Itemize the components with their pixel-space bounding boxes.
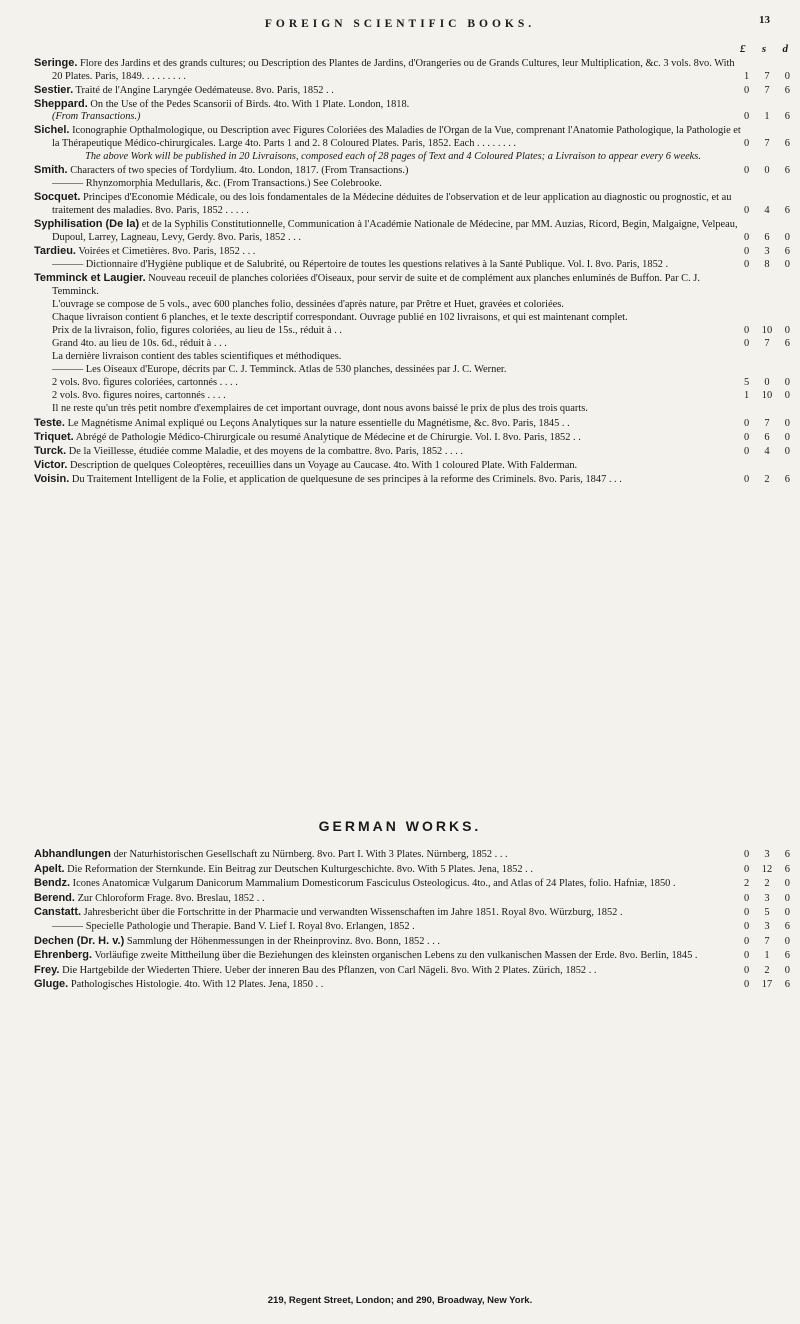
catalogue-entry bbox=[34, 57, 790, 83]
entry-price bbox=[744, 71, 790, 84]
catalogue-entry bbox=[34, 97, 790, 124]
price-s: 7 bbox=[764, 138, 770, 150]
catalogue-entry bbox=[34, 920, 790, 934]
price-s: 17 bbox=[761, 979, 773, 991]
entry-price bbox=[744, 849, 790, 862]
catalogue-entry bbox=[34, 83, 790, 98]
catalogue-entry bbox=[34, 299, 752, 312]
price-d: 6 bbox=[784, 111, 790, 123]
entry-text: De la Vieillesse, étudiée comme Maladie, et des moyens de la combattre. 8vo. Paris, 1852 . . . . bbox=[66, 445, 464, 457]
entry-price bbox=[744, 205, 790, 218]
catalogue-entry bbox=[34, 124, 790, 150]
catalogue-entry bbox=[34, 218, 790, 244]
entry-note: The above Work will be published in 20 Livraisons, composed each of 28 pages of Text and 4 Coloured Plates; a Livraison to appear every 6 weeks. bbox=[85, 151, 701, 163]
catalogue-entry bbox=[34, 444, 790, 459]
entry-price bbox=[744, 446, 790, 459]
entry-price bbox=[744, 338, 790, 351]
price-s: 7 bbox=[764, 417, 770, 429]
price-s: 7 bbox=[764, 84, 770, 96]
entry-text: Principes d'Economie Médicale, ou des lois fondamentales de la Médecine déduites de l'observation et de leur application au diagnostic ou prognostic, et au traitement des maladies. 8vo. Paris, 1852 . . . . . bbox=[52, 192, 732, 217]
entry-price bbox=[744, 878, 790, 891]
price-s: 7 bbox=[764, 70, 770, 82]
catalogue-entry bbox=[34, 178, 752, 191]
author-name: Tardieu. bbox=[34, 244, 76, 257]
author-name: Sheppard. bbox=[34, 97, 88, 110]
price-s: 12 bbox=[761, 863, 773, 875]
author-name: Dechen (Dr. H. v.) bbox=[34, 934, 125, 947]
price-s: 3 bbox=[764, 245, 770, 257]
price-s: 1 bbox=[764, 950, 770, 962]
price-s: 8 bbox=[764, 258, 770, 270]
catalogue-entry bbox=[34, 403, 752, 416]
price-l: 0 bbox=[744, 417, 750, 429]
entry-text: Characters of two species of Tordylium. 4to. London, 1817. (From Transactions.) bbox=[67, 165, 409, 177]
author-name: Voisin. bbox=[34, 472, 70, 485]
price-d: 0 bbox=[784, 258, 790, 270]
catalogue-entry bbox=[34, 377, 790, 390]
price-d: 0 bbox=[784, 878, 790, 890]
catalogue-entry bbox=[34, 848, 790, 862]
price-l: 0 bbox=[744, 907, 750, 919]
price-d: 0 bbox=[784, 417, 790, 429]
catalogue-entry bbox=[34, 364, 752, 377]
catalogue-entry bbox=[34, 312, 752, 325]
price-s: 7 bbox=[764, 935, 770, 947]
entry-price bbox=[744, 232, 790, 245]
french-entries-list bbox=[34, 57, 790, 487]
pounds-header: £ bbox=[740, 43, 746, 55]
price-column-header bbox=[740, 43, 788, 55]
author-name: Abhandlungen bbox=[34, 848, 111, 860]
catalogue-entry bbox=[34, 324, 790, 338]
catalogue-entry bbox=[34, 472, 790, 487]
entry-text: Icones Anatomicæ Vulgarum Danicorum Mammalium Domesticorum Fasciculus Osteologicus. 4to., and Atlas of 24 Plates, folio. Hafniæ, 1850 . bbox=[70, 878, 676, 890]
catalogue-entry bbox=[34, 978, 790, 992]
entry-price bbox=[744, 474, 790, 487]
entry-price bbox=[744, 85, 790, 98]
entry-price bbox=[744, 432, 790, 445]
catalogue-entry bbox=[34, 906, 790, 920]
price-l: 0 bbox=[744, 863, 750, 875]
entry-text: Description de quelques Coleoptères, receuillies dans un Voyage au Caucase. 4to. With 1 coloured Plate. With Falderman. bbox=[67, 459, 578, 471]
entry-price bbox=[744, 377, 790, 390]
entry-text: Die Hartgebilde der Wiederten Thiere. Ueber der inneren Bau des Pflanzen, von Carl Nägeli. 8vo. With 2 Plates. Zürich, 1852 . . bbox=[59, 964, 597, 976]
catalogue-entry bbox=[34, 244, 790, 259]
entry-price bbox=[744, 246, 790, 259]
entry-text: Il ne reste qu'un très petit nombre d'exemplaires de cet important ouvrage, dont nous avons baissé le prix de plus des trois quarts. bbox=[52, 403, 588, 415]
entry-price bbox=[744, 979, 790, 992]
entry-text: L'ouvrage se compose de 5 vols., avec 600 planches folio, dessinées d'après nature, par Prêtre et Huet, gravées et coloriées. bbox=[52, 298, 564, 310]
price-s: 4 bbox=[764, 445, 770, 457]
entry-text: Traité de l'Angine Laryngée Oedémateuse. 8vo. Paris, 1852 . . bbox=[73, 84, 334, 96]
price-s: 1 bbox=[764, 111, 770, 123]
price-l: 0 bbox=[744, 935, 750, 947]
price-l: 0 bbox=[744, 950, 750, 962]
entry-text: 2 vols. 8vo. figures noires, cartonnés . . . . bbox=[52, 390, 226, 402]
author-name: Sichel. bbox=[34, 124, 70, 137]
price-d: 0 bbox=[784, 431, 790, 443]
german-entries-list bbox=[34, 848, 790, 993]
author-name: Socquet. bbox=[34, 191, 81, 204]
author-name: Bendz. bbox=[34, 877, 71, 890]
price-s: 2 bbox=[764, 878, 770, 890]
catalogue-entry bbox=[34, 934, 790, 949]
price-s: 2 bbox=[764, 473, 770, 485]
entry-price bbox=[744, 138, 790, 151]
price-s: 4 bbox=[764, 205, 770, 217]
author-name: Canstatt. bbox=[34, 906, 82, 919]
catalogue-entry bbox=[34, 151, 752, 164]
shillings-header: s bbox=[761, 43, 767, 55]
price-s: 7 bbox=[764, 337, 770, 349]
catalogue-entry bbox=[34, 272, 752, 298]
price-d: 6 bbox=[784, 245, 790, 257]
entry-text: Flore des Jardins et des grands cultures; ou Description des Plantes de Jardins, d'Orangeries ou de Grands Cultures, leur Multiplication, &c. 3 vols. 8vo. With 20 Plates. Paris, 1849. . . . . . . . . bbox=[52, 58, 735, 82]
entry-text: Pathologisches Histologie. 4to. With 12 Plates. Jena, 1850 . . bbox=[68, 979, 324, 991]
entry-text: Le Magnétisme Animal expliqué ou Leçons Analytiques sur la nature essentielle du Magnétisme, &c. 8vo. Paris, 1845 . . bbox=[64, 417, 570, 429]
catalogue-entry bbox=[34, 191, 790, 217]
author-name: Ehrenberg. bbox=[34, 949, 93, 962]
entry-text: Grand 4to. au lieu de 10s. 6d., réduit à . . . bbox=[52, 337, 227, 349]
price-l: 0 bbox=[744, 84, 750, 96]
price-s: 10 bbox=[761, 324, 773, 336]
entry-text: Voirées et Cimetières. 8vo. Paris, 1852 . . . bbox=[75, 245, 256, 257]
entry-text: Zur Chloroform Frage. 8vo. Breslau, 1852 . . bbox=[74, 892, 265, 904]
price-d: 6 bbox=[784, 863, 790, 875]
price-d: 6 bbox=[784, 473, 790, 485]
price-d: 0 bbox=[784, 964, 790, 976]
price-d: 6 bbox=[784, 84, 790, 96]
entry-price bbox=[744, 111, 790, 124]
price-d: 6 bbox=[784, 337, 790, 349]
price-l: 0 bbox=[744, 231, 750, 243]
author-name: Temminck et Laugier. bbox=[34, 272, 146, 284]
price-d: 0 bbox=[784, 377, 790, 389]
catalogue-entry bbox=[34, 416, 790, 431]
author-name: Frey. bbox=[34, 963, 60, 976]
entry-text: Chaque livraison contient 6 planches, et le texte descriptif correspondant. Ouvrage publié en 102 livraisons, et qui est maintenant complet. bbox=[52, 311, 628, 323]
price-l: 0 bbox=[744, 324, 750, 336]
entry-text: ——— Les Oiseaux d'Europe, décrits par C. J. Temminck. Atlas de 530 planches, dessinées par J. C. Werner. bbox=[52, 364, 507, 376]
catalogue-entry bbox=[34, 430, 790, 445]
entry-price bbox=[744, 893, 790, 906]
price-l: 0 bbox=[744, 245, 750, 257]
author-name: Turck. bbox=[34, 444, 67, 457]
entry-text: Sammlung der Höhenmessungen in der Rheinprovinz. 8vo. Bonn, 1852 . . . bbox=[124, 935, 440, 947]
price-l: 0 bbox=[744, 205, 750, 217]
price-d: 0 bbox=[784, 324, 790, 336]
entry-text: Iconographie Opthalmologique, ou Description avec Figures Coloriées des Maladies de l'Organ de la Vue, comprenant l'Anatomie Pathologique, la Pathologie et la Thérapeutique Médico-chirurgicales. Large 4to. Parts 1 and 2. 8 Coloured Plates. Paris, 1852. Each . . . . . . . . bbox=[52, 125, 741, 150]
entry-price bbox=[744, 259, 790, 272]
catalogue-entry bbox=[34, 337, 790, 351]
price-s: 5 bbox=[764, 907, 770, 919]
price-l: 0 bbox=[744, 445, 750, 457]
entry-note: (From Transactions.) bbox=[52, 111, 141, 123]
author-name: Seringe. bbox=[34, 57, 78, 69]
running-header bbox=[0, 14, 800, 32]
price-d: 6 bbox=[784, 138, 790, 150]
price-s: 0 bbox=[764, 165, 770, 177]
entry-text: ——— Rhynzomorphia Medullaris, &c. (From Transactions.) See Colebrooke. bbox=[52, 178, 382, 190]
price-d: 6 bbox=[784, 979, 790, 991]
price-d: 6 bbox=[784, 950, 790, 962]
catalogue-entry bbox=[34, 963, 790, 978]
entry-text: Du Traitement Intelligent de la Folie, et application de quelquesune de ses principes à la reforme des Criminels. 8vo. Paris, 1847 . . . bbox=[69, 473, 622, 485]
price-l: 0 bbox=[744, 920, 750, 932]
price-d: 0 bbox=[784, 892, 790, 904]
price-l: 5 bbox=[744, 377, 750, 389]
entry-text: On the Use of the Pedes Scansorii of Birds. 4to. With 1 Plate. London, 1818. bbox=[87, 98, 410, 110]
price-s: 10 bbox=[761, 390, 773, 402]
entry-text: ——— Specielle Pathologie und Therapie. Band V. Lief I. Royal 8vo. Erlangen, 1852 . bbox=[52, 920, 415, 932]
entry-text: La dernière livraison contient des tables scientifiques et méthodiques. bbox=[52, 351, 342, 363]
entry-price bbox=[744, 965, 790, 978]
entry-price bbox=[744, 418, 790, 431]
price-l: 1 bbox=[744, 70, 750, 82]
price-s: 0 bbox=[764, 377, 770, 389]
price-s: 6 bbox=[764, 431, 770, 443]
entry-price bbox=[744, 864, 790, 877]
price-s: 2 bbox=[764, 964, 770, 976]
entry-text: 2 vols. 8vo. figures coloriées, cartonnés . . . . bbox=[52, 377, 238, 389]
author-name: Berend. bbox=[34, 891, 75, 904]
entry-price bbox=[744, 325, 790, 338]
entry-text: ——— Dictionnaire d'Hygiène publique et de Salubrité, ou Répertoire de toutes les questions relatives à la Santé Publique. Vol. I. 8vo. Paris, 1852 . bbox=[52, 258, 669, 270]
price-d: 0 bbox=[784, 70, 790, 82]
entry-text: Die Reformation der Sternkunde. Ein Beitrag zur Deutschen Kulturgeschichte. 8vo. With 5 Plates. Jena, 1852 . . bbox=[64, 863, 533, 875]
catalogue-entry bbox=[34, 351, 752, 364]
catalogue-entry bbox=[34, 390, 790, 403]
price-d: 6 bbox=[784, 205, 790, 217]
author-name: Syphilisation (De la) bbox=[34, 218, 140, 231]
price-s: 6 bbox=[764, 231, 770, 243]
price-l: 0 bbox=[744, 165, 750, 177]
entry-price bbox=[744, 907, 790, 920]
author-name: Apelt. bbox=[34, 862, 65, 875]
price-l: 0 bbox=[744, 258, 750, 270]
entry-price bbox=[744, 390, 790, 403]
page-number: 13 bbox=[759, 14, 770, 26]
price-d: 6 bbox=[784, 920, 790, 932]
price-l: 2 bbox=[744, 878, 750, 890]
price-l: 0 bbox=[744, 979, 750, 991]
entry-price bbox=[744, 950, 790, 963]
author-name: Teste. bbox=[34, 416, 65, 429]
catalogue-entry bbox=[34, 877, 790, 891]
price-l: 0 bbox=[744, 964, 750, 976]
author-name: Triquet. bbox=[34, 430, 74, 443]
entry-text: et de la Syphilis Constitutionnelle, Communication à l'Académie Nationale de Médecine, par MM. Auzias, Ricord, Begin, Malgaigne, Velpeau, Dupoul, Larrey, Lagneau, Levy, Gerdy. 8vo. Paris, 1852 . . . bbox=[52, 219, 738, 243]
price-l: 1 bbox=[744, 390, 750, 402]
price-l: 0 bbox=[744, 431, 750, 443]
section-title: GERMAN WORKS. bbox=[318, 818, 482, 834]
entry-text: Jahresbericht über die Fortschritte in der Pharmacie und verwandten Wissenschaften im Jahre 1851. Royal 8vo. Würzburg, 1852 . bbox=[81, 907, 623, 919]
price-l: 0 bbox=[744, 473, 750, 485]
author-name: Sestier. bbox=[34, 83, 74, 96]
catalogue-entry bbox=[34, 862, 790, 877]
price-d: 0 bbox=[784, 231, 790, 243]
price-l: 0 bbox=[744, 111, 750, 123]
price-l: 0 bbox=[744, 849, 750, 860]
price-l: 0 bbox=[744, 337, 750, 349]
catalogue-entry bbox=[34, 949, 790, 963]
author-name: Gluge. bbox=[34, 978, 69, 991]
price-d: 0 bbox=[784, 935, 790, 947]
entry-text: Vorläufige zweite Mittheilung über die Beziehungen des kleinsten organischen Lebens zu den vulkanischen Massen der Erde. 8vo. Berlin, 1845 . bbox=[92, 950, 698, 962]
catalogue-entry bbox=[34, 164, 790, 178]
price-s: 3 bbox=[764, 849, 770, 860]
price-l: 0 bbox=[744, 138, 750, 150]
entry-price bbox=[744, 921, 790, 934]
entry-text: Abrégé de Pathologie Médico-Chirurgicale ou resumé Analytique de Médecine et de Chirurgie. Vol. I. 8vo. Paris, 1852 . . bbox=[73, 431, 581, 443]
author-name: Victor. bbox=[34, 458, 68, 471]
author-name: Smith. bbox=[34, 164, 68, 177]
price-d: 6 bbox=[784, 165, 790, 177]
entry-price bbox=[744, 936, 790, 949]
entry-text: der Naturhistorischen Gesellschaft zu Nürnberg. 8vo. Part I. With 3 Plates. Nürnberg, 1852 . . . bbox=[111, 849, 508, 860]
price-l: 0 bbox=[744, 892, 750, 904]
catalogue-entry bbox=[34, 891, 790, 906]
catalogue-entry bbox=[34, 258, 790, 272]
entry-text: Nouveau receuil de planches coloriées d'Oiseaux, pour servir de suite et de complément aux planches enluminés de Buffon. Par C. J. Temminck. bbox=[52, 273, 700, 297]
price-d: 0 bbox=[784, 907, 790, 919]
entry-price bbox=[744, 165, 790, 178]
publisher-footer: 219, Regent Street, London; and 290, Broadway, New York. bbox=[267, 1295, 533, 1306]
catalogue-entry bbox=[34, 459, 752, 473]
entry-text: Prix de la livraison, folio, figures coloriées, au lieu de 15s., réduit à . . bbox=[52, 324, 342, 336]
header-title: FOREIGN SCIENTIFIC BOOKS. bbox=[264, 18, 536, 30]
price-d: 0 bbox=[784, 390, 790, 402]
price-d: 6 bbox=[784, 849, 790, 860]
pence-header: d bbox=[782, 43, 788, 55]
price-d: 0 bbox=[784, 445, 790, 457]
price-s: 3 bbox=[764, 920, 770, 932]
price-s: 3 bbox=[764, 892, 770, 904]
